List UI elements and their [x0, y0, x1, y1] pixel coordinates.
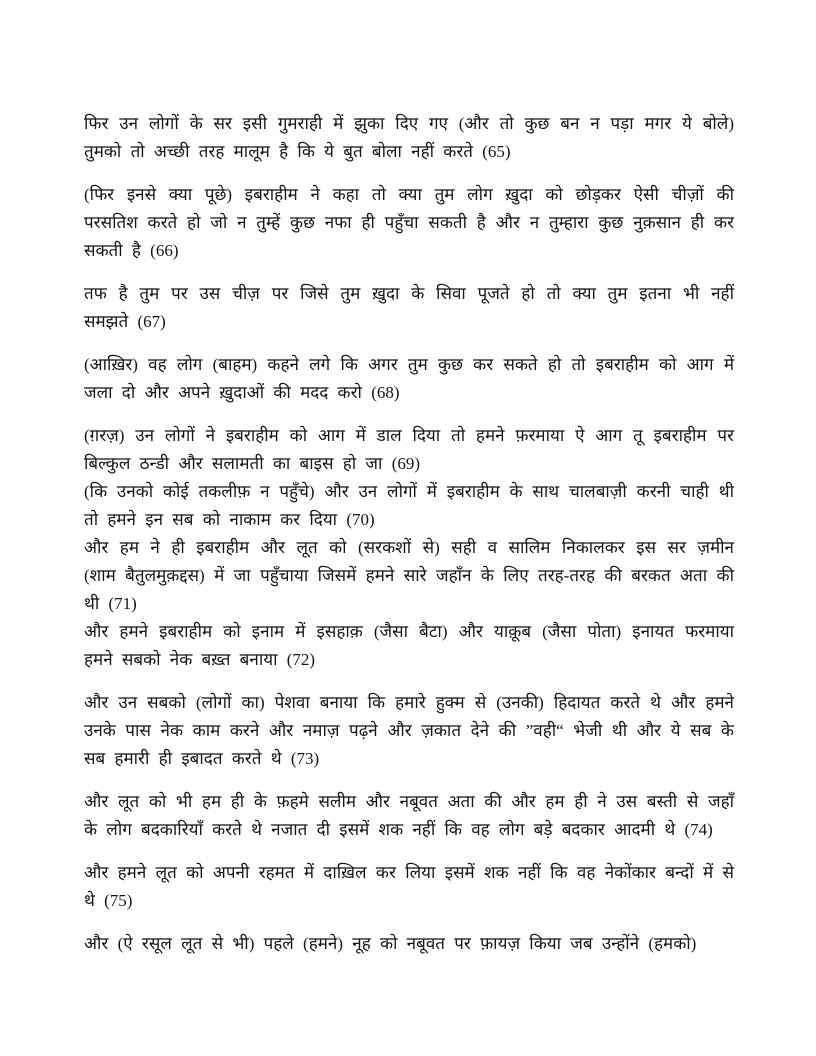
text-content: [84, 110, 734, 958]
verse-67-paragraph: तफ है तुम पर उस चीज़ पर जिसे तुम ख़ुदा के सिवा पूजते हो तो क्या तुम इतना भी नहीं समझते (67): [84, 284, 734, 331]
verse-71-paragraph: और हम ने ही इबराहीम और लूत को (सरकशों से) सही व सालिम निकालकर इस सर ज़मीन (शाम बैतुलमुक़द्दस) में जा पहुँचाया जिसमें हमने सारे जहाँन के लिए तरह-तरह की बरकत अता की थी (71): [84, 538, 734, 613]
verse-76-paragraph: और (ऐ रसूल लूत से भी) पहले (हमने) नूह को नबूवत पर फ़ायज़ किया जब उन्होंने (हमको): [84, 934, 697, 953]
verse-75-paragraph: और हमने लूत को अपनी रहमत में दाख़िल कर लिया इसमें शक नहीं कि वह नेकोंकार बन्दों में से थे (75): [84, 863, 734, 910]
verse-65-paragraph: फिर उन लोगों के सर इसी गुमराही में झुका दिए गए (और तो कुछ बन न पड़ा मगर ये बोले) तुमको तो अच्छी तरह मालूम है कि ये बुत बोला नहीं करते (65): [84, 114, 734, 161]
verse-74-paragraph: और लूत को भी हम ही के फ़हमे सलीम और नबूवत अता की और हम ही ने उस बस्ती से जहाँ के लोग बदकारियाँ करते थे नजात दी इसमें शक नहीं कि वह लोग बड़े बदकार आदमी थे (74): [84, 792, 734, 839]
verse-68-paragraph: (आख़िर) वह लोग (बाहम) कहने लगे कि अगर तुम कुछ कर सकते हो तो इबराहीम को आग में जला दो और अपने ख़ुदाओं की मदद करो (68): [84, 355, 734, 402]
verse-73-paragraph: और उन सबको (लोगों का) पेशवा बनाया कि हमारे हुक्म से (उनकी) हिदायत करते थे और हमने उनके पास नेक काम करने और नमाज़ पढ़ने और ज़कात देने की ”वही“ भेजी थी और ये सब के सब हमारी ही इबादत करते थे (73): [84, 693, 734, 768]
verse-69-paragraph: (ग़रज़) उन लोगों ने इबराहीम को आग में डाल दिया तो हमने फ़रमाया ऐ आग तू इबराहीम पर बिल्कुल ठन्डी और सलामती का बाइस हो जा (69): [84, 426, 734, 473]
verse-72-paragraph: और हमने इबराहीम को इनाम में इसहाक़ (जैसा बैटा) और याक़ूब (जैसा पोता) इनायत फरमाया हमने सबको नेक बख़्त बनाया (72): [84, 622, 734, 669]
verse-70-paragraph: (कि उनको कोई तकलीफ़ न पहुँचे) और उन लोगों में इबराहीम के साथ चालबाज़ी करनी चाही थी तो हमने इन सब को नाकाम कर दिया (70): [84, 482, 734, 529]
verse-66-paragraph: (फिर इनसे क्या पूछे) इबराहीम ने कहा तो क्या तुम लोग ख़ुदा को छोड़कर ऐसी चीज़ों की परसतिश करते हो जो न तुम्हें कुछ नफा ही पहुँचा सकती है और न तुम्हारा कुछ नुक़सान ही कर सकती है (66): [84, 185, 734, 260]
